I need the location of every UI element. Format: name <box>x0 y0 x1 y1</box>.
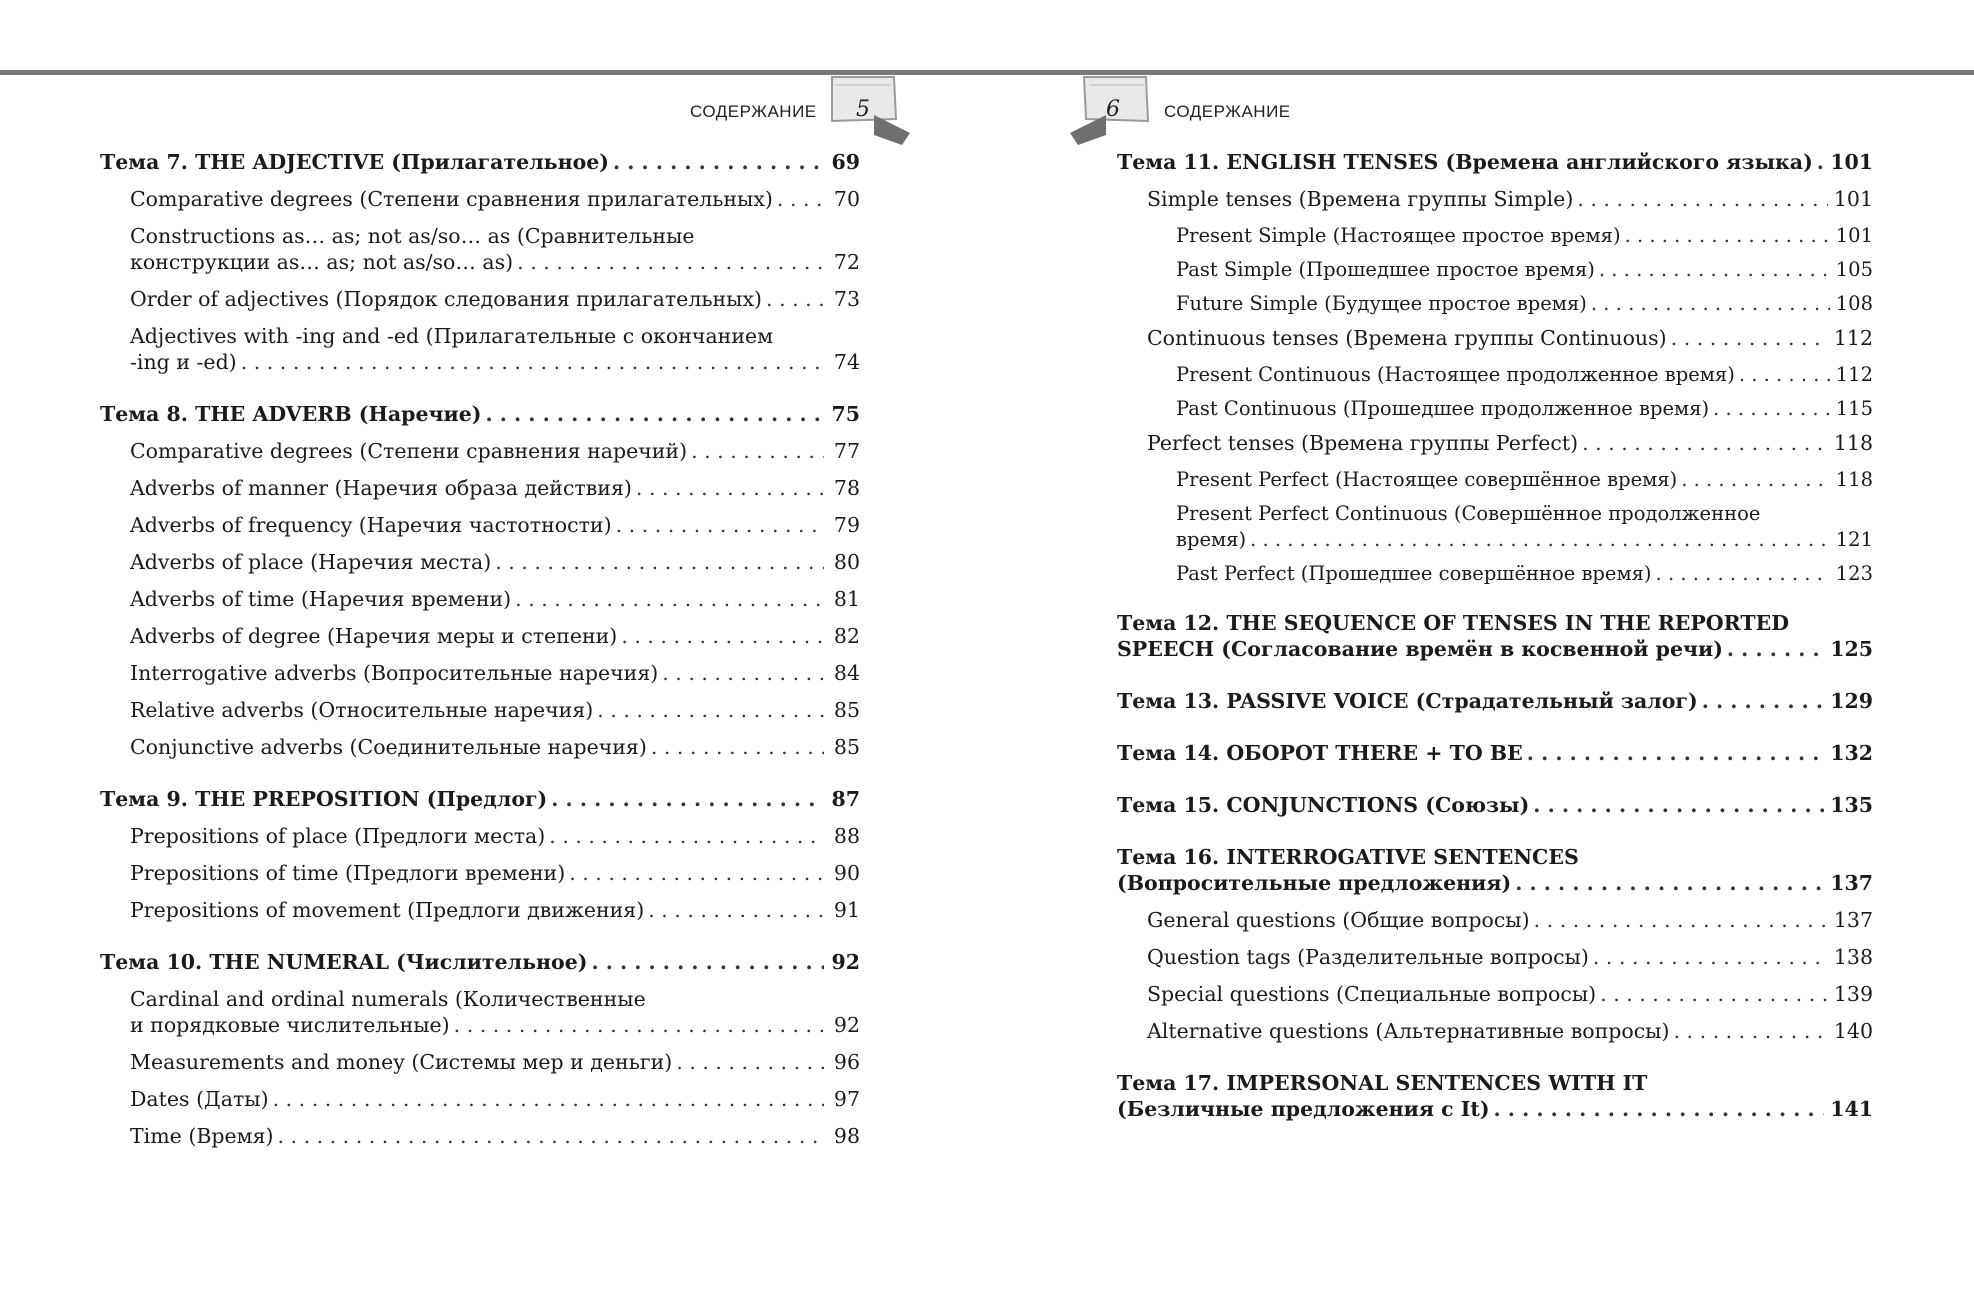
topic-gap <box>100 934 860 949</box>
entry-title: Adverbs of manner (Наречия образа действия) <box>130 476 632 500</box>
dot-leader <box>569 860 824 886</box>
entry-title: Present Continuous (Настоящее продолженное время) <box>1176 363 1735 386</box>
toc-subentry[interactable] <box>100 697 860 723</box>
entry-title-line1: Тема 12. THE SEQUENCE OF TENSES IN THE REPORTED <box>1117 611 1789 635</box>
entry-page-number: 137 <box>1830 871 1873 895</box>
entry-page-number: 115 <box>1835 397 1873 420</box>
entry-page-number: 97 <box>833 1087 860 1111</box>
toc-subentry[interactable] <box>100 549 860 575</box>
dot-leader <box>1713 396 1830 422</box>
entry-page-number: 78 <box>833 476 860 500</box>
entry-page-number: 101 <box>1835 224 1873 247</box>
entry-page-number: 91 <box>833 898 860 922</box>
left-toc-column <box>100 149 860 1160</box>
toc-subentry[interactable] <box>1117 396 1873 422</box>
toc-subentry[interactable] <box>100 1123 860 1149</box>
entry-title: Special questions (Специальные вопросы) <box>1147 982 1597 1006</box>
dot-leader <box>613 149 824 175</box>
entry-title-line2: конструкции as… as; not as/so… as) <box>130 250 514 274</box>
entry-title: Present Perfect (Настоящее совершённое время) <box>1176 468 1678 491</box>
dot-leader <box>1671 325 1828 351</box>
entry-page-number: 69 <box>831 150 860 174</box>
entry-title: Adverbs of time (Наречия времени) <box>130 587 512 611</box>
toc-subentry[interactable] <box>100 438 860 464</box>
entry-page-number: 129 <box>1830 689 1873 713</box>
entry-page-number: 81 <box>833 587 860 611</box>
entry-page-number: 82 <box>833 624 860 648</box>
toc-subentry[interactable] <box>100 897 860 923</box>
dot-leader <box>485 401 824 427</box>
entry-title-line2: (Вопросительные предложения) <box>1117 871 1512 895</box>
entry-title: Measurements and money (Системы мер и деньги) <box>130 1050 673 1074</box>
toc-topic-entry[interactable] <box>1117 610 1873 662</box>
entry-page-number: 118 <box>1835 468 1873 491</box>
toc-subentry[interactable] <box>1117 561 1873 587</box>
entry-title: Тема 13. PASSIVE VOICE (Страдательный залог) <box>1117 689 1698 713</box>
topic-gap <box>1117 777 1873 792</box>
toc-subentry[interactable] <box>100 512 860 538</box>
topic-gap <box>1117 1055 1873 1070</box>
dot-leader <box>241 349 824 375</box>
toc-topic-entry[interactable] <box>1117 1070 1873 1122</box>
dot-leader <box>1533 792 1824 818</box>
toc-subentry[interactable] <box>100 860 860 886</box>
entry-page-number: 84 <box>833 661 860 685</box>
entry-title: Тема 14. ОБОРОТ THERE + TO BE <box>1117 741 1523 765</box>
entry-title: Time (Время) <box>130 1124 274 1148</box>
entry-title: Comparative degrees (Степени сравнения наречий) <box>130 439 688 463</box>
dot-leader <box>651 734 824 760</box>
entry-page-number: 90 <box>833 861 860 885</box>
toc-subentry[interactable] <box>1117 291 1873 317</box>
toc-subentry[interactable] <box>1117 944 1873 970</box>
dot-leader <box>691 438 824 464</box>
entry-title: Order of adjectives (Порядок следования прилагательных) <box>130 287 763 311</box>
entry-title: Continuous tenses (Времена группы Continuous) <box>1147 326 1667 350</box>
toc-subentry[interactable] <box>1117 430 1873 456</box>
dot-leader <box>273 1086 824 1112</box>
toc-subentry[interactable] <box>1117 501 1873 553</box>
entry-page-number: 140 <box>1833 1019 1873 1043</box>
entry-page-number: 75 <box>831 402 860 426</box>
entry-page-number: 108 <box>1835 292 1873 315</box>
entry-page-number: 92 <box>831 950 860 974</box>
entry-title: Тема 15. CONJUNCTIONS (Союзы) <box>1117 793 1530 817</box>
entry-page-number: 137 <box>1833 908 1873 932</box>
entry-title-line2: (Безличные предложения с It) <box>1117 1097 1490 1121</box>
dot-leader <box>454 1012 824 1038</box>
toc-topic-entry[interactable] <box>100 786 860 812</box>
toc-topic-entry[interactable] <box>100 949 860 975</box>
dot-leader <box>636 475 824 501</box>
toc-subentry[interactable] <box>1117 981 1873 1007</box>
dot-leader <box>1600 981 1828 1007</box>
dot-leader <box>1591 291 1830 317</box>
entry-page-number: 96 <box>833 1050 860 1074</box>
topic-gap <box>1117 673 1873 688</box>
entry-page-number: 79 <box>833 513 860 537</box>
entry-page-number: 112 <box>1833 326 1873 350</box>
right-running-header: СОДЕРЖАНИЕ <box>1164 102 1291 121</box>
dot-leader <box>1681 467 1830 493</box>
entry-page-number: 138 <box>1833 945 1873 969</box>
entry-title-line2: и порядковые числительные) <box>130 1013 450 1037</box>
toc-subentry[interactable] <box>100 623 860 649</box>
dot-leader <box>515 586 824 612</box>
dot-leader <box>1625 223 1830 249</box>
entry-title-line1: Cardinal and ordinal numerals (Количественные <box>130 987 646 1011</box>
entry-page-number: 70 <box>833 187 860 211</box>
dot-leader <box>662 660 824 686</box>
entry-title-line1: Тема 16. INTERROGATIVE SENTENCES <box>1117 845 1579 869</box>
entry-page-number: 77 <box>833 439 860 463</box>
toc-subentry[interactable] <box>1117 186 1873 212</box>
entry-page-number: 101 <box>1830 150 1873 174</box>
dot-leader <box>1702 688 1825 714</box>
entry-page-number: 98 <box>833 1124 860 1148</box>
entry-page-number: 85 <box>833 698 860 722</box>
entry-title: Past Continuous (Прошедшее продолженное время) <box>1176 397 1710 420</box>
dot-leader <box>591 949 824 975</box>
entry-title: General questions (Общие вопросы) <box>1147 908 1530 932</box>
toc-subentry[interactable] <box>100 1086 860 1112</box>
entry-page-number: 139 <box>1833 982 1873 1006</box>
right-toc-column <box>1117 149 1873 1133</box>
toc-subentry[interactable] <box>100 1049 860 1075</box>
toc-subentry[interactable] <box>1117 257 1873 283</box>
entry-title: Dates (Даты) <box>130 1087 269 1111</box>
dot-leader <box>1727 636 1824 662</box>
toc-topic-entry[interactable] <box>1117 844 1873 896</box>
dot-leader <box>1582 430 1828 456</box>
toc-subentry[interactable] <box>100 734 860 760</box>
dot-leader <box>1515 870 1824 896</box>
entry-page-number: 141 <box>1830 1097 1873 1121</box>
toc-subentry[interactable] <box>1117 1018 1873 1044</box>
entry-title: Тема 10. THE NUMERAL (Числительное) <box>100 950 588 974</box>
toc-subentry[interactable] <box>100 823 860 849</box>
entry-title: Interrogative adverbs (Вопросительные наречия) <box>130 661 659 685</box>
entry-title: Prepositions of movement (Предлоги движения) <box>130 898 645 922</box>
entry-page-number: 85 <box>833 735 860 759</box>
entry-page-number: 132 <box>1830 741 1873 765</box>
entry-title-line1: Present Perfect Continuous (Совершённое продолженное <box>1176 502 1761 525</box>
toc-subentry[interactable] <box>100 323 860 375</box>
dot-leader <box>766 286 824 312</box>
dot-leader <box>1527 740 1824 766</box>
left-page-number-tab <box>830 75 896 123</box>
entry-title-line1: Тема 17. IMPERSONAL SENTENCES WITH IT <box>1117 1071 1648 1095</box>
dot-leader <box>495 549 824 575</box>
entry-title: Relative adverbs (Относительные наречия) <box>130 698 594 722</box>
toc-topic-entry[interactable] <box>1117 688 1873 714</box>
dot-leader <box>616 512 824 538</box>
entry-page-number: 121 <box>1835 528 1873 551</box>
entry-page-number: 92 <box>833 1013 860 1037</box>
entry-page-number: 72 <box>833 250 860 274</box>
toc-topic-entry[interactable] <box>100 401 860 427</box>
dot-leader <box>597 697 824 723</box>
dot-leader <box>648 897 824 923</box>
entry-title: Adverbs of frequency (Наречия частотности) <box>130 513 612 537</box>
entry-title: Prepositions of place (Предлоги места) <box>130 824 546 848</box>
dot-leader <box>676 1049 824 1075</box>
dot-leader <box>1593 944 1828 970</box>
entry-title: Тема 9. THE PREPOSITION (Предлог) <box>100 787 548 811</box>
entry-title: Perfect tenses (Времена группы Perfect) <box>1147 431 1579 455</box>
entry-title: Prepositions of time (Предлоги времени) <box>130 861 566 885</box>
entry-title: Simple tenses (Времена группы Simple) <box>1147 187 1574 211</box>
entry-page-number: 88 <box>833 824 860 848</box>
topic-gap <box>1117 725 1873 740</box>
topic-gap <box>100 386 860 401</box>
entry-title-line1: Constructions as… as; not as/so… as (Сравнительные <box>130 224 695 248</box>
entry-page-number: 123 <box>1835 562 1873 585</box>
toc-topic-entry[interactable] <box>100 149 860 175</box>
toc-subentry[interactable] <box>100 586 860 612</box>
top-rule <box>0 70 1974 75</box>
dot-leader <box>1739 362 1830 388</box>
toc-subentry[interactable] <box>100 475 860 501</box>
entry-title-line2: время) <box>1176 528 1247 551</box>
toc-subentry[interactable] <box>1117 362 1873 388</box>
entry-page-number: 135 <box>1830 793 1873 817</box>
toc-subentry[interactable] <box>100 286 860 312</box>
entry-page-number: 118 <box>1833 431 1873 455</box>
entry-page-number: 87 <box>831 787 860 811</box>
dot-leader <box>777 186 824 212</box>
left-page-number: 5 <box>856 97 870 122</box>
dot-leader <box>278 1123 824 1149</box>
entry-page-number: 112 <box>1835 363 1873 386</box>
toc-topic-entry[interactable] <box>1117 792 1873 818</box>
toc-topic-entry[interactable] <box>1117 149 1873 175</box>
entry-page-number: 105 <box>1835 258 1873 281</box>
entry-title: Question tags (Разделительные вопросы) <box>1147 945 1589 969</box>
entry-title: Comparative degrees (Степени сравнения прилагательных) <box>130 187 773 211</box>
entry-title-line2: -ing и -ed) <box>130 350 237 374</box>
entry-title: Past Simple (Прошедшее простое время) <box>1176 258 1595 281</box>
toc-subentry[interactable] <box>1117 907 1873 933</box>
toc-subentry[interactable] <box>1117 325 1873 351</box>
entry-page-number: 80 <box>833 550 860 574</box>
toc-subentry[interactable] <box>1117 467 1873 493</box>
topic-gap <box>1117 595 1873 610</box>
dot-leader <box>1534 907 1828 933</box>
dot-leader <box>1494 1096 1825 1122</box>
dot-leader <box>1250 527 1830 553</box>
toc-subentry[interactable] <box>1117 223 1873 249</box>
entry-title-line2: SPEECH (Согласование времён в косвенной речи) <box>1117 637 1723 661</box>
toc-subentry[interactable] <box>100 223 860 275</box>
toc-subentry[interactable] <box>100 660 860 686</box>
entry-title: Adverbs of place (Наречия места) <box>130 550 492 574</box>
toc-subentry[interactable] <box>100 186 860 212</box>
entry-title: Тема 8. THE ADVERB (Наречие) <box>100 402 482 426</box>
entry-page-number: 73 <box>833 287 860 311</box>
toc-subentry[interactable] <box>100 986 860 1038</box>
dot-leader <box>1817 149 1824 175</box>
topic-gap <box>100 771 860 786</box>
right-page-number-tab <box>1070 75 1136 123</box>
entry-page-number: 125 <box>1830 637 1873 661</box>
right-page-number: 6 <box>1106 97 1120 122</box>
dot-leader <box>1674 1018 1828 1044</box>
entry-title: Adverbs of degree (Наречия меры и степени) <box>130 624 618 648</box>
entry-title: Past Perfect (Прошедшее совершённое время) <box>1176 562 1652 585</box>
dot-leader <box>549 823 824 849</box>
topic-gap <box>1117 829 1873 844</box>
entry-page-number: 74 <box>833 350 860 374</box>
entry-title: Future Simple (Будущее простое время) <box>1176 292 1587 315</box>
dot-leader <box>551 786 824 812</box>
dot-leader <box>1656 561 1830 587</box>
entry-title-line1: Adjectives with -ing and -ed (Прилагательные с окончанием <box>130 324 774 348</box>
entry-title: Present Simple (Настоящее простое время) <box>1176 224 1621 247</box>
dot-leader <box>517 249 824 275</box>
dot-leader <box>621 623 824 649</box>
entry-title: Тема 11. ENGLISH TENSES (Времена английского языка) <box>1117 150 1813 174</box>
dot-leader <box>1599 257 1830 283</box>
entry-title: Conjunctive adverbs (Соединительные наречия) <box>130 735 647 759</box>
entry-title: Тема 7. THE ADJECTIVE (Прилагательное) <box>100 150 609 174</box>
left-running-header: СОДЕРЖАНИЕ <box>690 102 817 121</box>
toc-topic-entry[interactable] <box>1117 740 1873 766</box>
entry-page-number: 101 <box>1833 187 1873 211</box>
entry-title: Alternative questions (Альтернативные вопросы) <box>1147 1019 1670 1043</box>
dot-leader <box>1577 186 1828 212</box>
